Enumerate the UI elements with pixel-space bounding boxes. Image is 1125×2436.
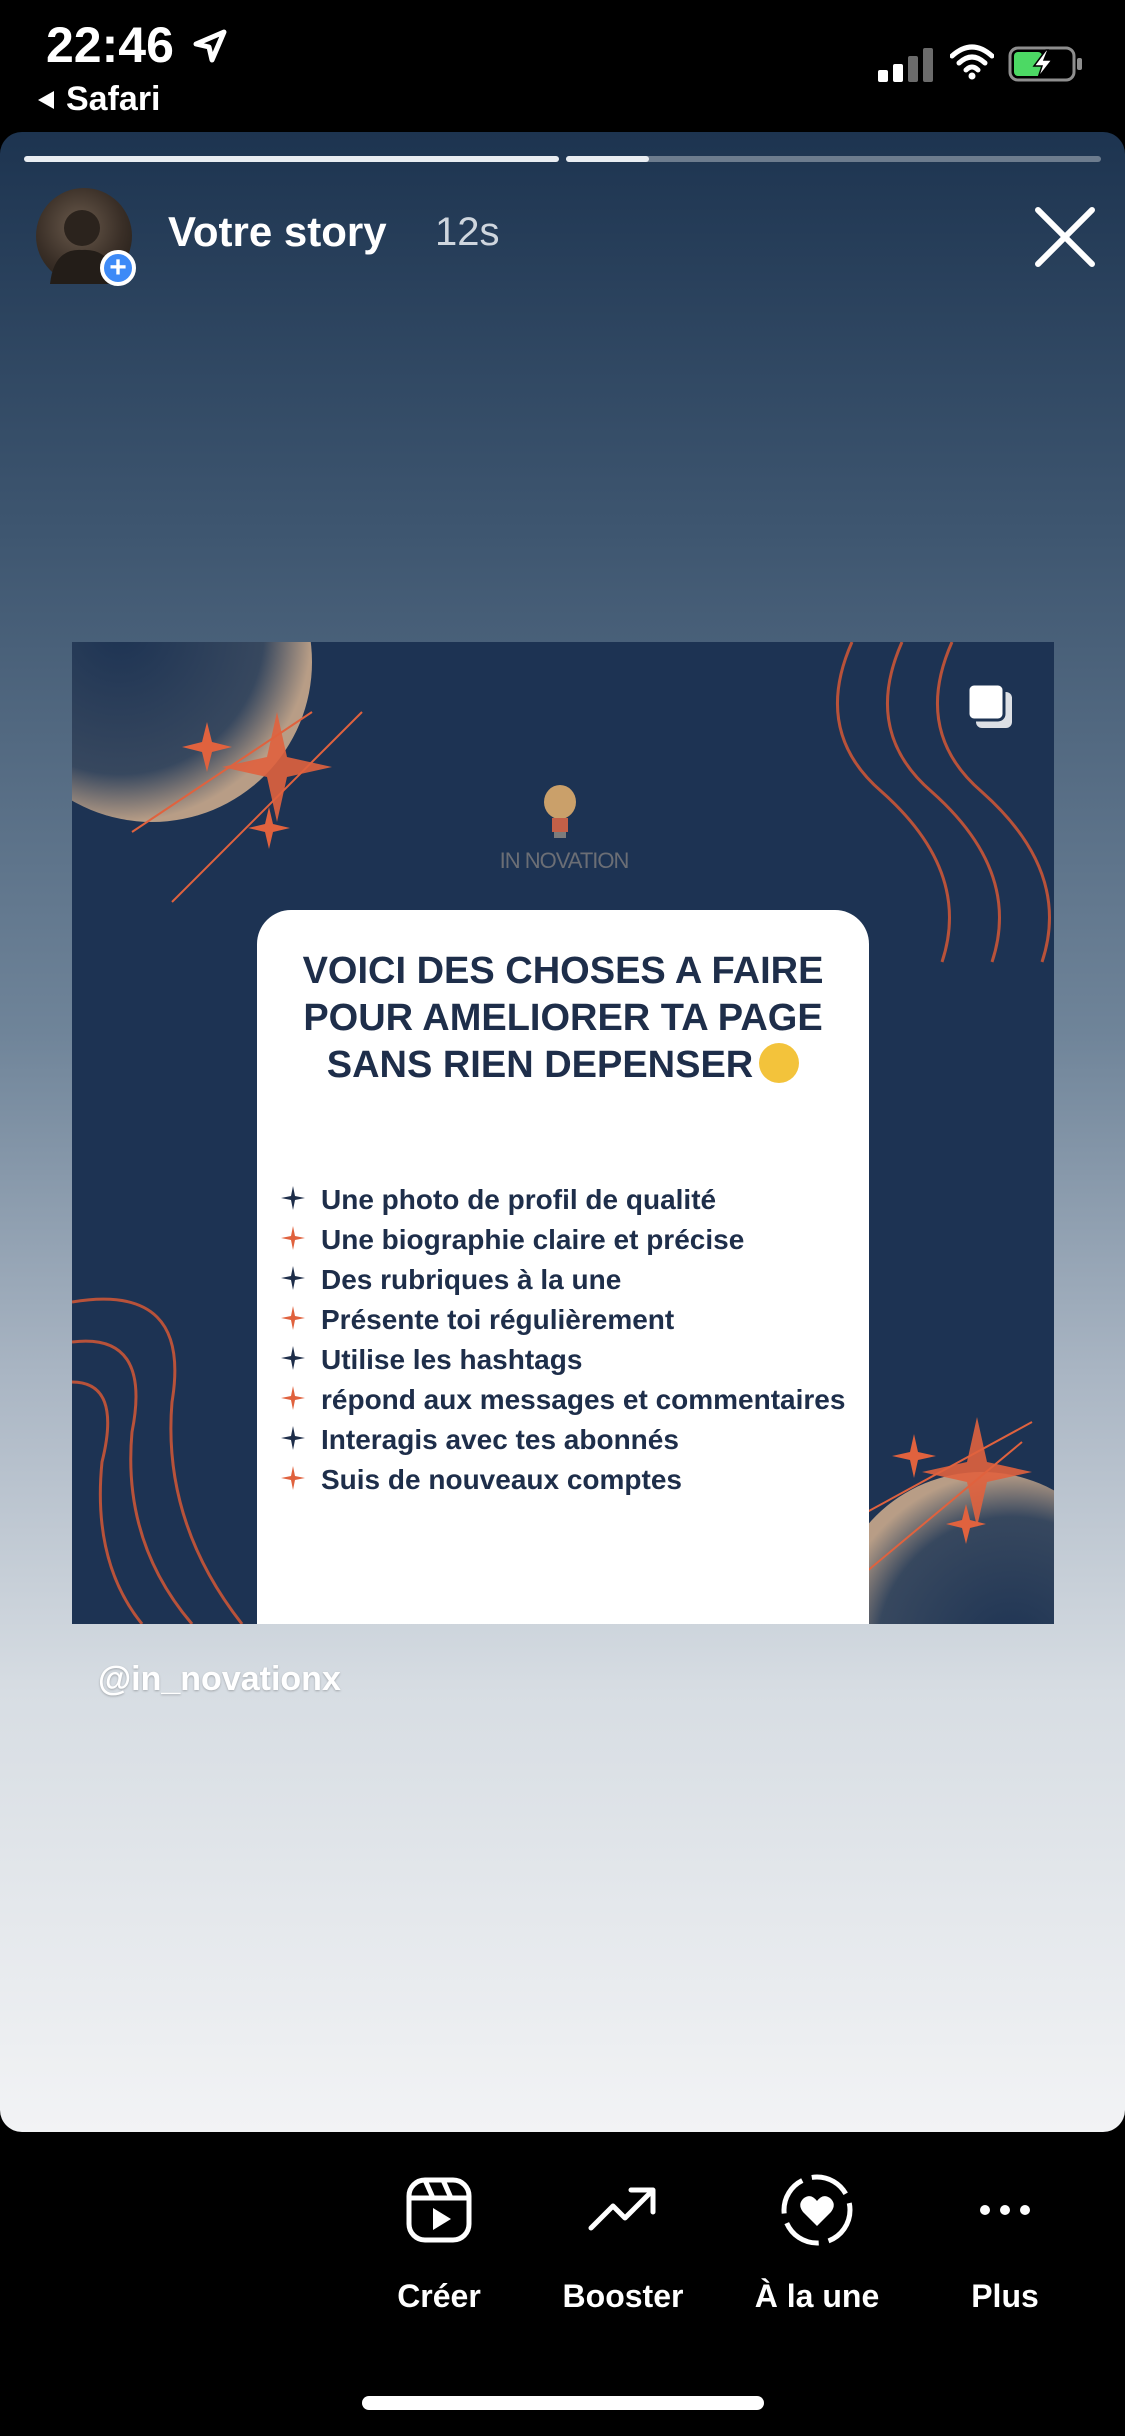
tip-item [277,1380,857,1420]
tip-text: répond aux messages et commentaires [321,1384,846,1415]
create-button[interactable] [354,2170,524,2315]
create-label: Créer [397,2278,481,2314]
tip-text: Des rubriques à la une [321,1264,622,1295]
shared-post-image[interactable] [72,642,1054,1624]
location-arrow-icon [190,26,230,66]
cellular-signal-icon [878,46,934,82]
sparkle-bullet-icon [279,1184,307,1212]
tip-item [277,1340,857,1380]
tip-item [277,1260,857,1300]
boost-button[interactable] [538,2170,708,2315]
tip-text: Une photo de profil de qualité [321,1184,717,1215]
tip-text: Présente toi régulièrement [321,1304,675,1335]
highlight-heart-icon [777,2170,857,2250]
story-elapsed-time: 12s [435,210,500,254]
back-to-safari[interactable] [36,80,161,119]
tip-text: Une biographie claire et précise [321,1224,745,1255]
home-indicator[interactable] [362,2396,764,2410]
boost-label: Booster [562,2278,684,2314]
back-triangle-icon [36,89,56,111]
story-viewer[interactable] [0,132,1125,2132]
sparkle-bullet-icon [279,1424,307,1452]
tips-panel [257,910,869,1624]
tip-item [277,1300,857,1340]
story-progress-segment-2 [566,156,1101,162]
highlight-label: À la une [754,2278,880,2314]
story-progress-segment-1 [24,156,559,162]
more-label: Plus [971,2278,1039,2314]
trending-up-icon [587,2174,659,2246]
clock: 22:46 [46,17,174,73]
mention-tag[interactable]: @in_novationx [98,1660,341,1698]
brand-name: IN NOVATION [499,848,629,873]
tip-text: Interagis avec tes abonnés [321,1424,679,1455]
lightbulb-brain-icon [542,784,578,842]
status-bar [0,0,1125,130]
tip-text: Suis de nouveaux comptes [321,1464,682,1495]
sparkle-bullet-icon [279,1384,307,1412]
brand-logo [484,784,644,894]
highlight-button[interactable] [732,2170,902,2315]
reels-icon [403,2174,475,2246]
tip-item [277,1220,857,1260]
tip-text: Utilise les hashtags [321,1344,583,1375]
sparkle-bullet-icon [279,1344,307,1372]
more-button[interactable] [920,2170,1090,2315]
thumbs-up-emoji-icon [759,1043,799,1083]
tip-item [277,1420,857,1460]
more-icon [975,2200,1035,2220]
tip-item [277,1180,857,1220]
sparkle-bullet-icon [279,1224,307,1252]
multiple-images-icon [962,678,1018,734]
sparkle-bullet-icon [279,1304,307,1332]
close-icon[interactable] [1030,202,1100,272]
story-actions-bar [0,2170,1125,2340]
story-progress-fill [566,156,649,162]
tips-list [277,1180,857,1500]
back-app-label: Safari [66,80,161,118]
battery-charging-icon [1008,46,1084,82]
tip-item [277,1460,857,1500]
sparkle-bullet-icon [279,1464,307,1492]
post-title [277,948,849,1089]
post-title-text: VOICI DES CHOSES A FAIRE POUR AMELIORER TA PAGE SANS RIEN DEPENSER [302,950,824,1086]
wifi-icon [950,44,994,80]
story-username[interactable]: Votre story [168,208,387,255]
sparkle-bullet-icon [279,1264,307,1292]
add-to-story-badge[interactable]: + [100,250,136,286]
